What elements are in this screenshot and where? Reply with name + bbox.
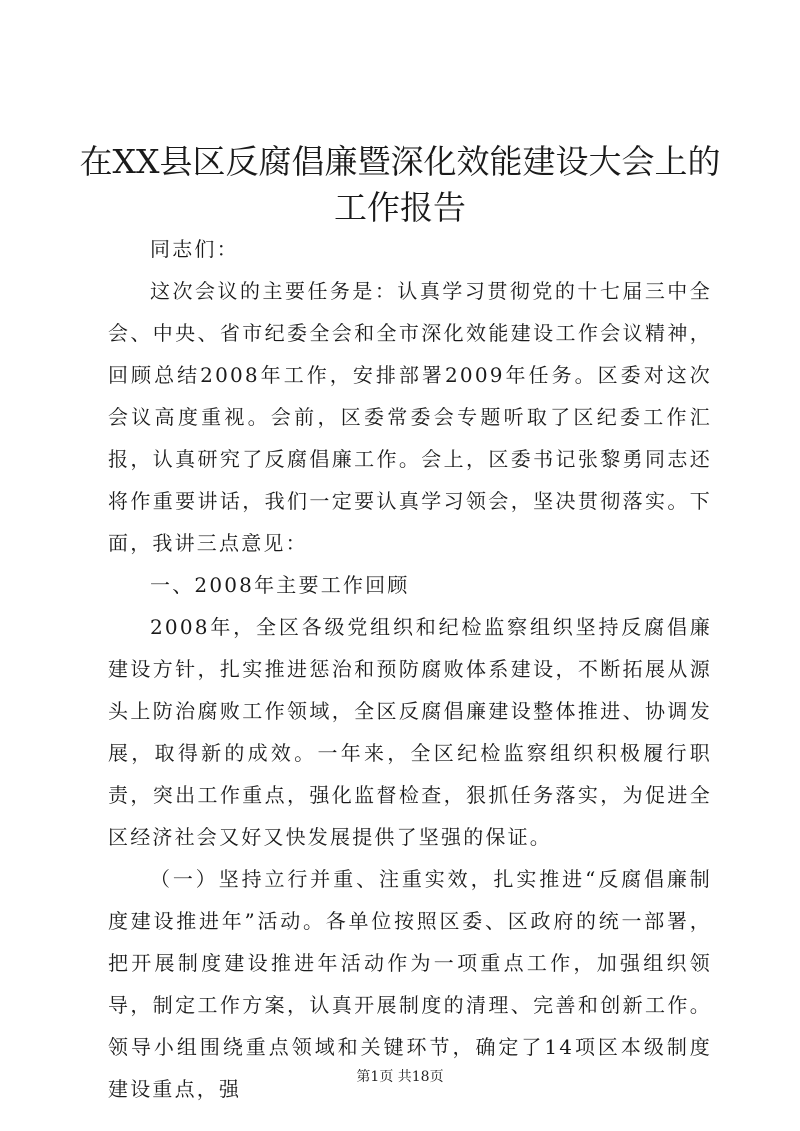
body-paragraph: 这次会议的主要任务是：认真学习贯彻党的十七届三中全会、中央、省市纪委全会和全市深化效能建设工作会议精神，回顾总结2008年工作，安排部署2009年任务。区委对这次会议高度重视。会前，区委常委会专题听取了区纪委工作汇报，认真研究了反腐倡廉工作。会上，区委书记张黎勇同志还将作重要讲话，我们一定要认真学习领会，坚决贯彻落实。下面，我讲三点意见： <box>108 279 712 555</box>
salutation: 同志们： <box>150 237 239 261</box>
document-title-line-2: 工作报告 <box>334 188 466 227</box>
body-paragraph: 2008年，全区各级党组织和纪检监察组织坚持反腐倡廉建设方针，扎实推进惩治和预防腐败体系建设，不断拓展从源头上防治腐败工作领域，全区反腐倡廉建设整体推进、协调发展，取得新的成效。一年来，全区纪检监察组织积极履行职责，突出工作重点，强化监督检查，狠抓任务落实，为促进全区经济社会又好又快发展提供了坚强的保证。 <box>108 615 712 849</box>
document-title-line-1: 在XX县区反腐倡廉暨深化效能建设大会上的 <box>79 142 721 181</box>
body-paragraph: （一）坚持立行并重、注重实效，扎实推进“反腐倡廉制度建设推进年”活动。各单位按照区委、区政府的统一部署，把开展制度建设推进年活动作为一项重点工作，加强组织领导，制定工作方案，认真开展制度的清理、完善和创新工作。领导小组围绕重点领域和关键环节，确定了14项区本级制度建设重点，强 <box>108 867 712 1101</box>
document-body <box>108 228 712 1110</box>
section-heading: 一、2008年主要工作回顾 <box>150 573 410 597</box>
page-number-footer: 第1页 共18页 <box>356 1069 444 1085</box>
